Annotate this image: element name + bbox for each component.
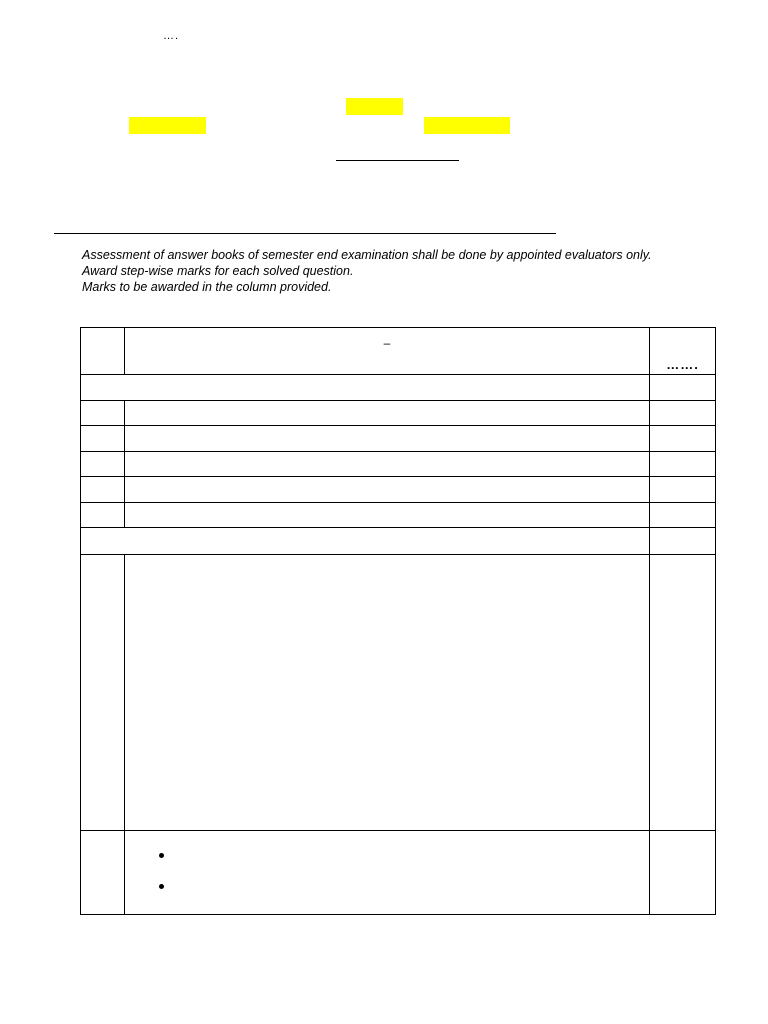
marks-cell: [650, 452, 716, 477]
marks-cell: [650, 528, 716, 555]
title-underline: [336, 160, 459, 161]
table-row: [81, 426, 716, 452]
question-number-header: [81, 328, 125, 375]
header-dash: –: [383, 336, 391, 350]
marks-cell: [650, 401, 716, 426]
section-title-cell: [81, 528, 650, 555]
instruction-line: Assessment of answer books of semester end examination shall be done by appointed evaluators only.: [82, 248, 652, 262]
table-row: [81, 452, 716, 477]
question-number-cell: [81, 477, 125, 503]
highlight-block-center: [346, 98, 403, 115]
question-number-cell: [81, 831, 125, 915]
highlight-block-left: [129, 117, 206, 134]
answer-cell: [125, 426, 650, 452]
marks-cell: [650, 831, 716, 915]
question-number-cell: [81, 555, 125, 831]
marks-header: [650, 328, 716, 375]
section-row: [81, 528, 716, 555]
highlight-block-right: [424, 117, 510, 134]
marks-cell: [650, 503, 716, 528]
answer-cell: [125, 477, 650, 503]
table-row: [81, 401, 716, 426]
table-row: [81, 503, 716, 528]
section-divider: [54, 233, 556, 234]
question-number-cell: [81, 503, 125, 528]
bullet-list: [125, 831, 649, 911]
marking-scheme-table: [80, 327, 716, 915]
table-row: [81, 555, 716, 831]
marks-cell: [650, 375, 716, 401]
question-number-cell: [81, 452, 125, 477]
question-number-cell: [81, 426, 125, 452]
section-row: [81, 375, 716, 401]
marks-cell: [650, 555, 716, 831]
answer-cell: [125, 555, 650, 831]
marks-header-dots: …….: [666, 357, 699, 372]
table-row: [81, 831, 716, 915]
bullet-item: [159, 880, 649, 911]
bullet-item: [159, 849, 649, 880]
instruction-line: Marks to be awarded in the column provided.: [82, 280, 332, 294]
answer-cell: [125, 401, 650, 426]
header-dots: ….: [163, 30, 180, 42]
answer-cell: [125, 503, 650, 528]
question-header: [125, 328, 650, 375]
marks-cell: [650, 477, 716, 503]
answer-cell: [125, 452, 650, 477]
instruction-line: Award step-wise marks for each solved question.: [82, 264, 354, 278]
marks-cell: [650, 426, 716, 452]
answer-cell: [125, 831, 650, 915]
table-row: [81, 477, 716, 503]
table-header-row: [81, 328, 716, 375]
section-title-cell: [81, 375, 650, 401]
question-number-cell: [81, 401, 125, 426]
instructions-list: [82, 247, 652, 295]
